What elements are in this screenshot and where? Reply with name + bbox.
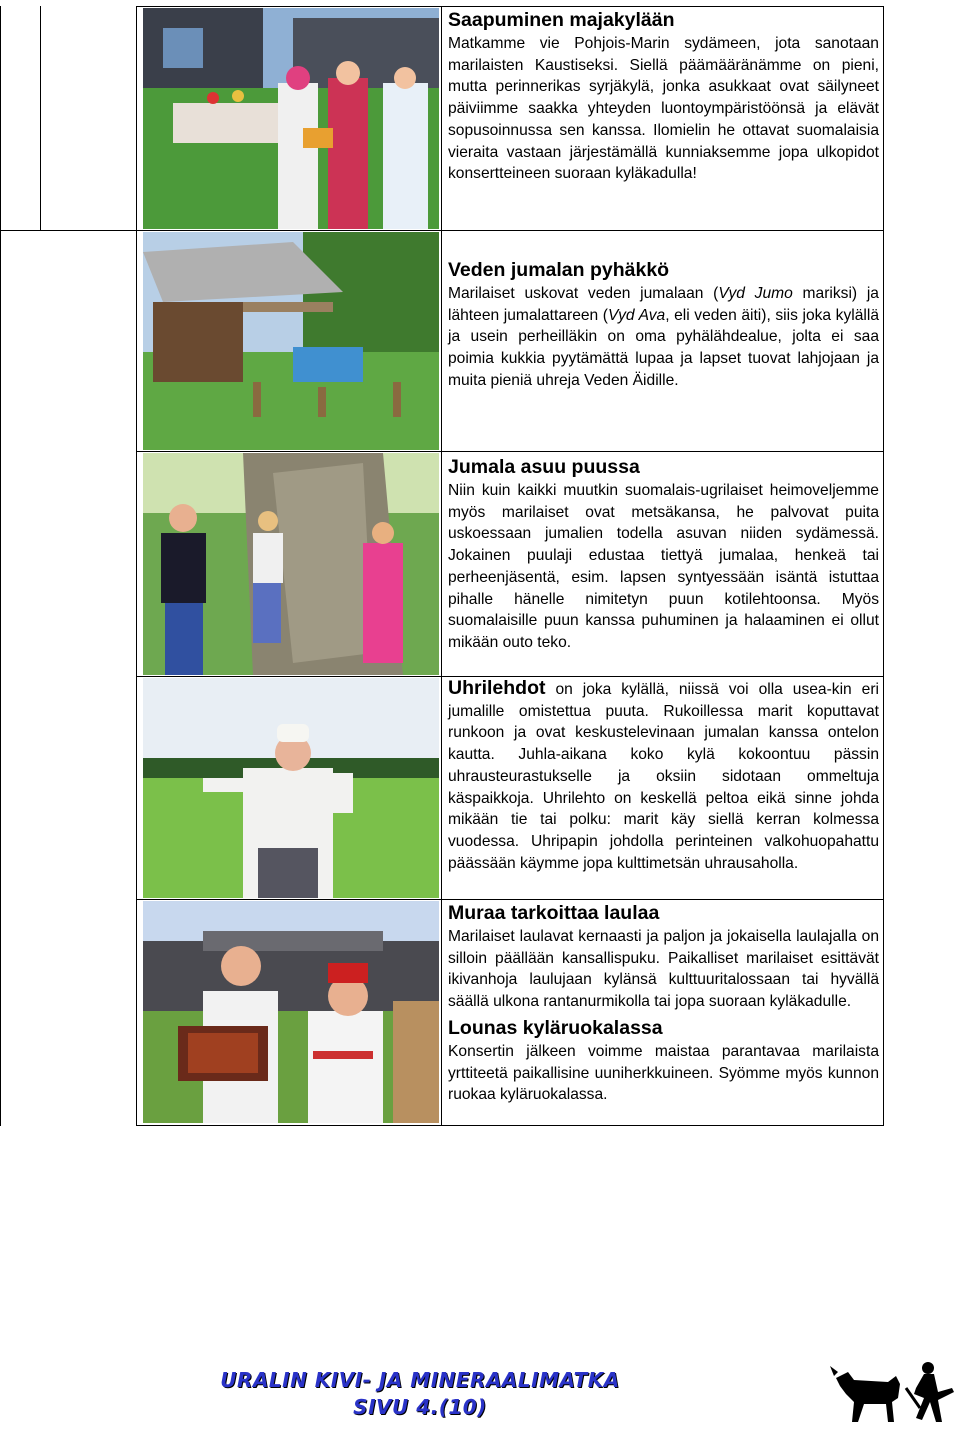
footer-title: URALIN KIVI- JA MINERAALIMATKA (220, 1368, 620, 1392)
photo-village-gathering (143, 8, 439, 229)
section-singing (448, 901, 879, 1106)
margin-hline (0, 230, 136, 231)
photo-singers (143, 901, 439, 1123)
section-water-god (448, 258, 879, 392)
margin-line-1 (0, 6, 1, 1126)
photo-sacred-tree (143, 453, 439, 675)
section-title: Veden jumalan pyhäkkö (448, 259, 670, 281)
margin-line-2 (40, 6, 41, 231)
section-tree-god (448, 455, 879, 654)
section-body: Marilaiset uskovat veden jumalaan (Vyd Jumo mariksi) ja lähteen jumalattareen (Vyd Ava, eli veden äiti), siis joka kylällä ja usein perheilläkin on oma pyhälähdealue, jolta ei saa poimia kukkia pyytämättä lupaa ja lapset tuovat lahjojaan ja muita pieniä uhreja Veden Äidille. (448, 285, 879, 389)
section-arrival (448, 8, 879, 185)
section-title: Saapuminen majakylään (448, 9, 675, 31)
section-title: Jumala asuu puussa (448, 456, 640, 478)
section-sacred-groves (448, 678, 879, 874)
section-body: Uhrilehdot on joka kylällä, niissä voi olla usea-kin eri jumalille omistettua puuta. Rukoillessa marit koputtavat runkoon ja ovat keskustelevinaan jumalan kanssa ontelon kautta. Juhla-aikana koko kylä kokoontuu pässin uhrausteurastukselle ja oksiin sidotaan ommeltuja käspaikkoja. Uhrilehto on keskellä peltoa eikä sinne johda mikään tie tai polku: marit käy siellä kerran kolmessa vuodessa. Uhripapin johdolla perinteinen valkohuopahattu päässään käymme jopa kulttimetsän uhrausaholla. (448, 677, 879, 872)
rock-art-logo-icon (828, 1358, 960, 1430)
section-body: Konsertin jälkeen voimme maistaa parantavaa marilaista yrttiteetä paikallisine uuniherkkuineen. Syömme myös kunnon ruokaa kyläruokalassa. (448, 1042, 879, 1104)
section-title: Uhrilehdot (448, 677, 546, 699)
section-body: Niin kuin kaikki muutkin suomalais-ugrilaiset heimoveljemme myös marilaiset ovat metsäkansa, he palvovat puita uskoessaan jumalien todella asuvan niiden sydämessä. Jokainen puulaji edustaa tiettyä jumalaa, henkeä tai perheenjäsentä, esim. lapsen syntyessään isäntä istuttaa pihalle hänelle nimitetyn puun kotilehtoonsa. Myös suomalaisille puun kanssa puhuminen ja halaaminen ei ollut mikään outo teko. (448, 482, 879, 651)
row-divider (136, 899, 884, 900)
row-divider (136, 451, 884, 452)
section-body: Matkamme vie Pohjois-Marin sydämeen, jota sanotaan marilaisten Kaustiseksi. Siellä päämääränämme on pieni, mutta perinnerikas syrjäkylä, jonka asukkaat ovat säilyneet päiviimme saakka yhteyden luontoympäristöönsä ja elävät sopusoinnussa sen kanssa. Ilomielin he ottavat suomalaisia vieraita vastaan järjestämällä kunniaksemme jopa ulkopidot konsertteineen suoraan kyläkadulla! (448, 35, 879, 183)
section-title: Lounas kyläruokalassa (448, 1016, 663, 1039)
photo-sacred-grove-priest (143, 678, 439, 898)
column-divider (441, 6, 442, 1126)
photo-sacred-spring (143, 232, 439, 450)
footer-page-number: SIVU 4.(10) (353, 1395, 487, 1419)
section-body: Marilaiset laulavat kernaasti ja paljon ja jokaisella laulajalla on silloin päällään kansallispuku. Paikalliset marilaiset esittävät ikivanhoja laulujaan kylänsä kulttuuritalossaan tai hyvällä säällä ulkona rantanurmikolla tai jopa suoraan kyläkadulle. (448, 928, 879, 1011)
section-title: Muraa tarkoittaa laulaa (448, 902, 660, 924)
row-divider (136, 230, 884, 231)
